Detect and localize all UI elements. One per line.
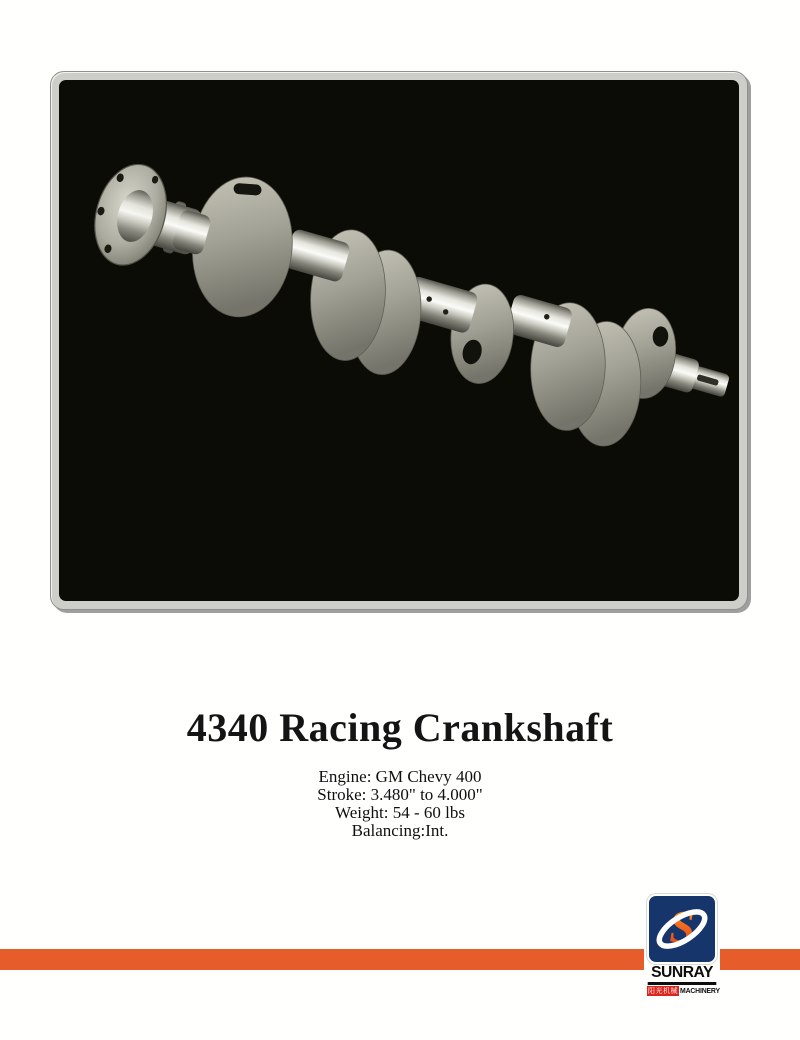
- product-specs: [0, 768, 800, 840]
- brand-machinery-label: MACHINERY: [680, 986, 720, 995]
- page-title: 4340 Racing Crankshaft: [186, 704, 614, 750]
- brand-name: SUNRAY: [648, 965, 717, 985]
- brand-cjk-label: 阳光机械: [648, 987, 678, 995]
- spec-line-weight: Weight: 54 - 60 lbs: [335, 803, 465, 822]
- brand-subrow: [647, 986, 720, 996]
- spec-line-balancing: Balancing:Int.: [351, 821, 449, 840]
- sunray-logo: [644, 891, 720, 998]
- sunray-emblem-icon: [647, 894, 717, 964]
- spec-line-engine: Engine: GM Chevy 400: [318, 767, 482, 786]
- svg-text:S: S: [669, 901, 695, 952]
- spec-line-stroke: Stroke: 3.480" to 4.000": [317, 785, 483, 804]
- crankshaft-image: [59, 80, 739, 601]
- product-photo-frame: [50, 71, 748, 610]
- product-photo: [59, 80, 739, 601]
